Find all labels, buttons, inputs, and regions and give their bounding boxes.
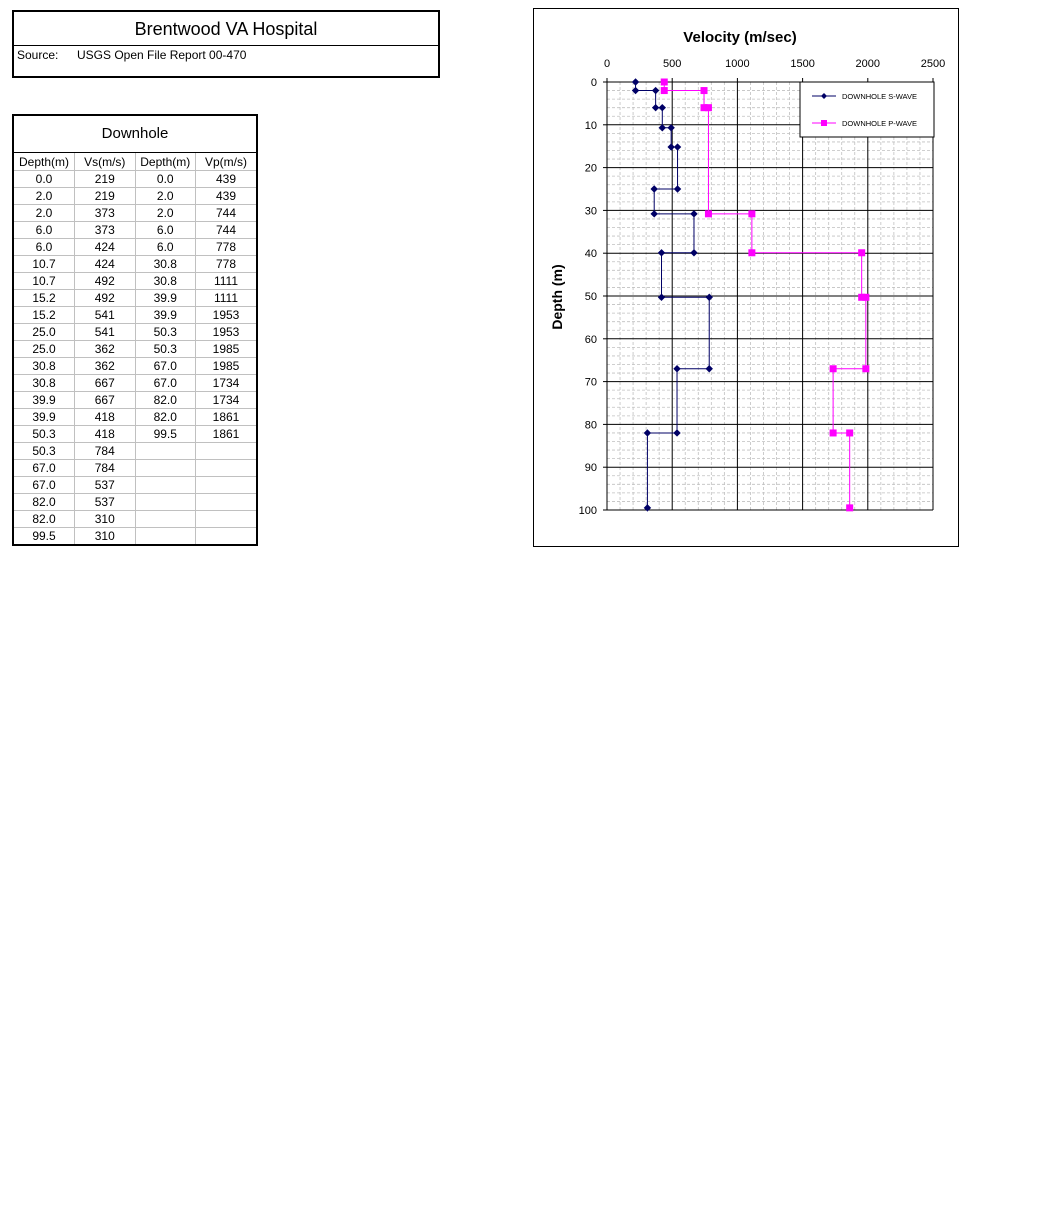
data-point	[705, 105, 711, 111]
table-cell: 82.0	[14, 494, 75, 511]
table-cell: 784	[75, 460, 136, 477]
table-cell: 50.3	[135, 324, 196, 341]
y-tick-label: 10	[584, 119, 597, 132]
table-row	[14, 494, 256, 511]
table-row	[14, 460, 256, 477]
table-row	[14, 392, 256, 409]
table-cell: 39.9	[135, 290, 196, 307]
table-cell	[135, 477, 196, 494]
table-cell: 1734	[196, 375, 257, 392]
table-cell: 50.3	[14, 443, 75, 460]
table-cell	[135, 494, 196, 511]
table-cell: 67.0	[14, 477, 75, 494]
table-cell	[135, 443, 196, 460]
table-cell: 424	[75, 239, 136, 256]
table-cell	[196, 511, 257, 528]
table-cell: 99.5	[14, 528, 75, 545]
table-cell: 39.9	[14, 409, 75, 426]
table-cell: 10.7	[14, 273, 75, 290]
x-tick-label: 2000	[855, 58, 881, 70]
chart-title: Velocity (m/sec)	[683, 29, 797, 46]
table-row	[14, 409, 256, 426]
table-cell: 418	[75, 409, 136, 426]
table-row	[14, 273, 256, 290]
table-row	[14, 290, 256, 307]
column-header: Vs(m/s)	[75, 153, 136, 171]
table-cell: 30.8	[135, 256, 196, 273]
table-cell: 1111	[196, 273, 257, 290]
table-cell: 492	[75, 290, 136, 307]
table-cell: 99.5	[135, 426, 196, 443]
table-row	[14, 239, 256, 256]
table-row	[14, 222, 256, 239]
legend-marker	[821, 120, 827, 126]
table-cell: 25.0	[14, 324, 75, 341]
table-cell: 541	[75, 307, 136, 324]
table-cell: 25.0	[14, 341, 75, 358]
table-cell: 6.0	[14, 222, 75, 239]
x-tick-label: 1500	[790, 58, 815, 70]
data-point	[661, 88, 667, 94]
table-cell: 424	[75, 256, 136, 273]
table-cell: 50.3	[14, 426, 75, 443]
data-point	[859, 250, 865, 256]
table-cell: 537	[75, 494, 136, 511]
table-row	[14, 358, 256, 375]
table-cell: 362	[75, 358, 136, 375]
data-point	[830, 430, 836, 436]
data-point	[749, 250, 755, 256]
table-row	[14, 341, 256, 358]
table-cell: 219	[75, 188, 136, 205]
table-cell: 0.0	[135, 171, 196, 188]
y-tick-label: 80	[584, 419, 597, 432]
table-cell: 6.0	[14, 239, 75, 256]
data-point	[701, 88, 707, 94]
table-cell: 6.0	[135, 222, 196, 239]
table-cell: 2.0	[135, 205, 196, 222]
table-cell: 362	[75, 341, 136, 358]
table-cell: 82.0	[135, 409, 196, 426]
table-row	[14, 511, 256, 528]
table-cell: 82.0	[14, 511, 75, 528]
velocity-chart	[533, 8, 959, 547]
table-cell: 67.0	[135, 358, 196, 375]
table-cell: 39.9	[135, 307, 196, 324]
table-cell: 418	[75, 426, 136, 443]
table-row	[14, 205, 256, 222]
table-cell: 1985	[196, 341, 257, 358]
table-cell: 1861	[196, 426, 257, 443]
table-row	[14, 477, 256, 494]
table-row	[14, 171, 256, 188]
table-cell: 1985	[196, 358, 257, 375]
data-point	[661, 79, 667, 85]
table-row	[14, 443, 256, 460]
data-point	[863, 366, 869, 372]
data-point	[830, 366, 836, 372]
table-cell: 667	[75, 375, 136, 392]
table-row	[14, 307, 256, 324]
column-header: Depth(m)	[14, 153, 75, 171]
table-cell: 30.8	[14, 375, 75, 392]
table-cell: 744	[196, 205, 257, 222]
y-tick-label: 20	[584, 162, 597, 175]
x-tick-label: 2500	[920, 58, 946, 70]
table-cell: 492	[75, 273, 136, 290]
source-value: USGS Open File Report 00-470	[77, 48, 247, 62]
table-cell: 15.2	[14, 307, 75, 324]
table-cell: 1734	[196, 392, 257, 409]
y-tick-label: 50	[584, 291, 597, 303]
table-cell: 30.8	[135, 273, 196, 290]
table-cell: 541	[75, 324, 136, 341]
site-title: Brentwood VA Hospital	[14, 12, 438, 46]
table-cell	[196, 477, 257, 494]
downhole-table-title: Downhole	[14, 116, 256, 153]
source-line	[14, 46, 438, 62]
data-point	[749, 211, 755, 217]
table-cell: 15.2	[14, 290, 75, 307]
legend-label: DOWNHOLE P-WAVE	[842, 119, 918, 128]
data-point	[847, 430, 853, 436]
table-row	[14, 528, 256, 545]
table-cell	[135, 528, 196, 545]
table-cell: 50.3	[135, 341, 196, 358]
table-cell: 82.0	[135, 392, 196, 409]
table-cell: 778	[196, 239, 257, 256]
table-cell	[135, 511, 196, 528]
table-cell	[196, 443, 257, 460]
table-row	[14, 256, 256, 273]
y-tick-label: 30	[584, 205, 597, 218]
legend-box	[800, 82, 934, 137]
table-cell	[135, 460, 196, 477]
legend-label: DOWNHOLE S-WAVE	[842, 92, 918, 101]
table-row	[14, 188, 256, 205]
report-header	[12, 10, 440, 78]
table-cell	[196, 528, 257, 545]
y-tick-label: 40	[584, 248, 597, 261]
data-point	[847, 505, 853, 511]
table-cell: 2.0	[14, 205, 75, 222]
table-row	[14, 324, 256, 341]
table-cell: 537	[75, 477, 136, 494]
y-tick-label: 70	[584, 376, 597, 389]
source-label: Source:	[17, 48, 59, 62]
table-cell: 667	[75, 392, 136, 409]
downhole-table	[12, 114, 258, 546]
y-axis-label: Depth (m)	[549, 264, 565, 330]
table-cell: 778	[196, 256, 257, 273]
y-tick-label: 60	[584, 333, 597, 346]
table-cell: 10.7	[14, 256, 75, 273]
table-cell: 2.0	[135, 188, 196, 205]
y-tick-label: 100	[578, 505, 597, 517]
table-cell: 67.0	[14, 460, 75, 477]
y-tick-label: 90	[584, 462, 597, 475]
table-cell: 310	[75, 528, 136, 545]
table-row	[14, 375, 256, 392]
table-cell: 30.8	[14, 358, 75, 375]
table-cell: 39.9	[14, 392, 75, 409]
table-cell: 219	[75, 171, 136, 188]
column-header: Depth(m)	[135, 153, 196, 171]
data-point	[863, 294, 869, 300]
y-tick-label: 0	[590, 77, 597, 89]
table-cell	[196, 460, 257, 477]
table-cell: 67.0	[135, 375, 196, 392]
table-cell: 439	[196, 171, 257, 188]
table-cell: 439	[196, 188, 257, 205]
table-cell	[196, 494, 257, 511]
table-cell: 1953	[196, 324, 257, 341]
table-cell: 310	[75, 511, 136, 528]
table-cell: 373	[75, 222, 136, 239]
table-cell: 6.0	[135, 239, 196, 256]
table-cell: 1861	[196, 409, 257, 426]
table-cell: 2.0	[14, 188, 75, 205]
table-cell: 1953	[196, 307, 257, 324]
table-cell: 0.0	[14, 171, 75, 188]
table-cell: 1111	[196, 290, 257, 307]
table-cell: 744	[196, 222, 257, 239]
x-tick-label: 500	[663, 58, 682, 70]
velocity-chart-svg	[534, 9, 958, 546]
table-cell: 784	[75, 443, 136, 460]
table-row	[14, 426, 256, 443]
data-point	[705, 211, 711, 217]
x-tick-label: 0	[603, 58, 611, 70]
x-tick-label: 1000	[725, 58, 750, 70]
table-cell: 373	[75, 205, 136, 222]
column-header: Vp(m/s)	[196, 153, 257, 171]
